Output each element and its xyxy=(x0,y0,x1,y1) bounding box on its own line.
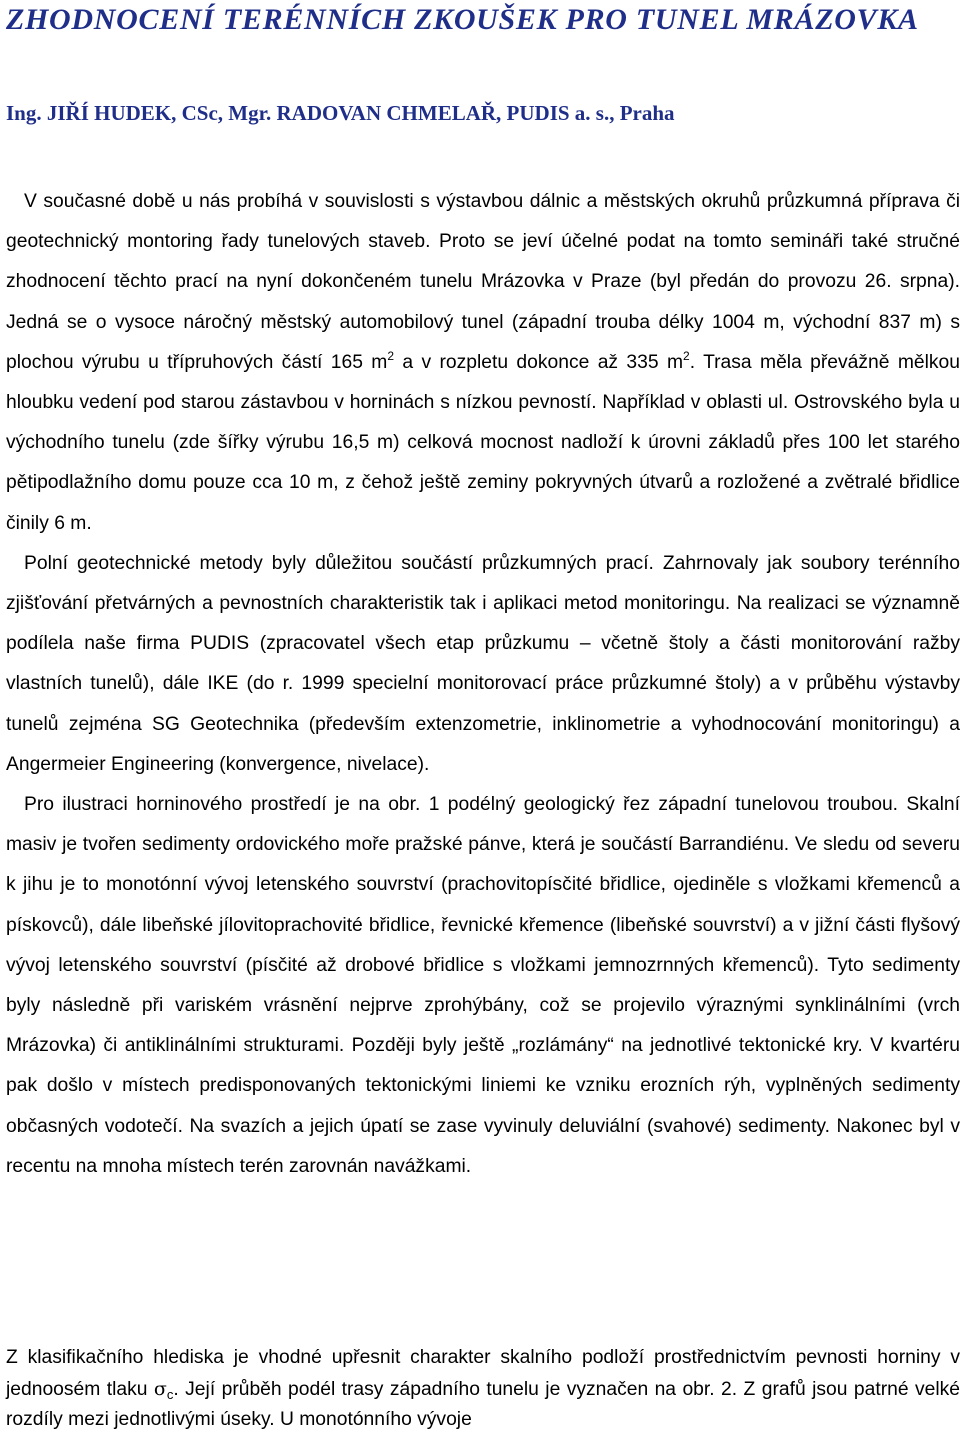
article-authors: Ing. JIŘÍ HUDEK, CSc, Mgr. RADOVAN CHMELAŘ, PUDIS a. s., Praha xyxy=(6,101,675,125)
sigma-symbol: σ xyxy=(153,1377,167,1400)
paragraph-methods: Polní geotechnické metody byly důležitou součástí průzkumných prací. Zahrnovaly jak soubory terénního zjišťování přetvárných a pevnostních charakteristik tak i aplikaci metod monitoringu. Na realizaci se významně podílela naše firma PUDIS (zpracovatel všech etap průzkumu – včetně štoly a části monitorování ražby vlastních tunelů), dále IKE (do r. 1999 specielní monitorovací práce průzkumné štoly) a v průběhu výstavby tunelů zejména SG Geotechnika (především extenzometrie, inklinometrie a vyhodnocování monitoringu) a Angermeier Engineering (konvergence, nivelace). xyxy=(6,552,960,775)
paragraph-text: a v rozpletu dokonce až 335 m xyxy=(394,351,684,373)
article-body xyxy=(6,182,960,1187)
paragraph-text: . Trasa měla převážně mělkou hloubku vedení pod starou zástavbou v horninách s nízkou pevností. Například v oblasti ul. Ostrovského byla u východního tunelu (zde šířky výrubu 16,5 m) celková mocnost nadloží k úrovni základů přes 100 let starého pětipodlažního domu pouze cca 10 m, z čehož ještě zeminy pokryvných útvarů a rozložené a zvětralé břidlice činily 6 m. xyxy=(6,351,960,534)
superscript: 2 xyxy=(683,348,690,363)
paragraph-classification xyxy=(6,1343,960,1436)
article-title: ZHODNOCENÍ TERÉNNÍCH ZKOUŠEK PRO TUNEL MRÁZOVKA xyxy=(6,3,919,36)
document-page xyxy=(6,0,960,1430)
paragraph-geology: Pro ilustraci horninového prostředí je na obr. 1 podélný geologický řez západní tunelovou troubou. Skalní masiv je tvořen sedimenty ordovického moře pražské pánve, která je součástí Barrandiénu. Ve sledu od severu k jihu je to monotónní vývoj letenského souvrství (prachovitopísčité břidlice, ojediněle s vložkami křemenců a pískovců), dále libeňské jílovitoprachovité břidlice, řevnické křemence (libeňské souvrství) a v jižní části flyšový vývoj letenského souvrství (písčité až drobové břidlice s vložkami jemnozrnných křemenců). Tyto sedimenty byly následně při variském vrásnění nejprve zprohýbány, což se projevilo výraznými synklinálními (vrch Mrázovka) či antiklinálními strukturami. Později byly ještě „rozlámány“ na jednotlivé tektonické kry. V kvartéru pak došlo v místech predisponovaných tektonickými liniemi ke vzniku erozních rýh, vyplněných sedimenty občasných vodotečí. Na svazích a jejich úpatí se zase vyvinuly deluviální (svahové) sedimenty. Nakonec byl v recentu na mnoha místech terén zarovnán navážkami. xyxy=(6,794,960,1177)
superscript: 2 xyxy=(387,348,395,363)
paragraph-text: V současné době u nás probíhá v souvislosti s výstavbou dálnic a městských okruhů průzkumná příprava či geotechnický montoring řady tunelových staveb. Proto se jeví účelné podat na tomto semináři také stručné zhodnocení těchto prací na nyní dokončeném tunelu Mrázovka v Praze (byl předán do provozu 26. srpna). Jedná se o vysoce náročný městský automobilový tunel (západní trouba délky 1004 m, východní 837 m) s plochou výrubu u třípruhových částí 165 m xyxy=(6,191,960,373)
paragraph-text: Z klasifikačního hlediska je vhodné upřesnit charakter skalního podloží prostřednictvím pevnosti horniny v jednoosém tlaku xyxy=(6,1347,960,1400)
paragraph-introduction xyxy=(6,182,960,544)
paragraph-text: . Její průběh podél trasy západního tunelu je vyznačen na obr. 2. Z grafů jsou patrné velké rozdíly mezi jednotlivými úseky. U monotónního vývoje xyxy=(6,1378,960,1430)
subscript: c xyxy=(166,1386,174,1402)
